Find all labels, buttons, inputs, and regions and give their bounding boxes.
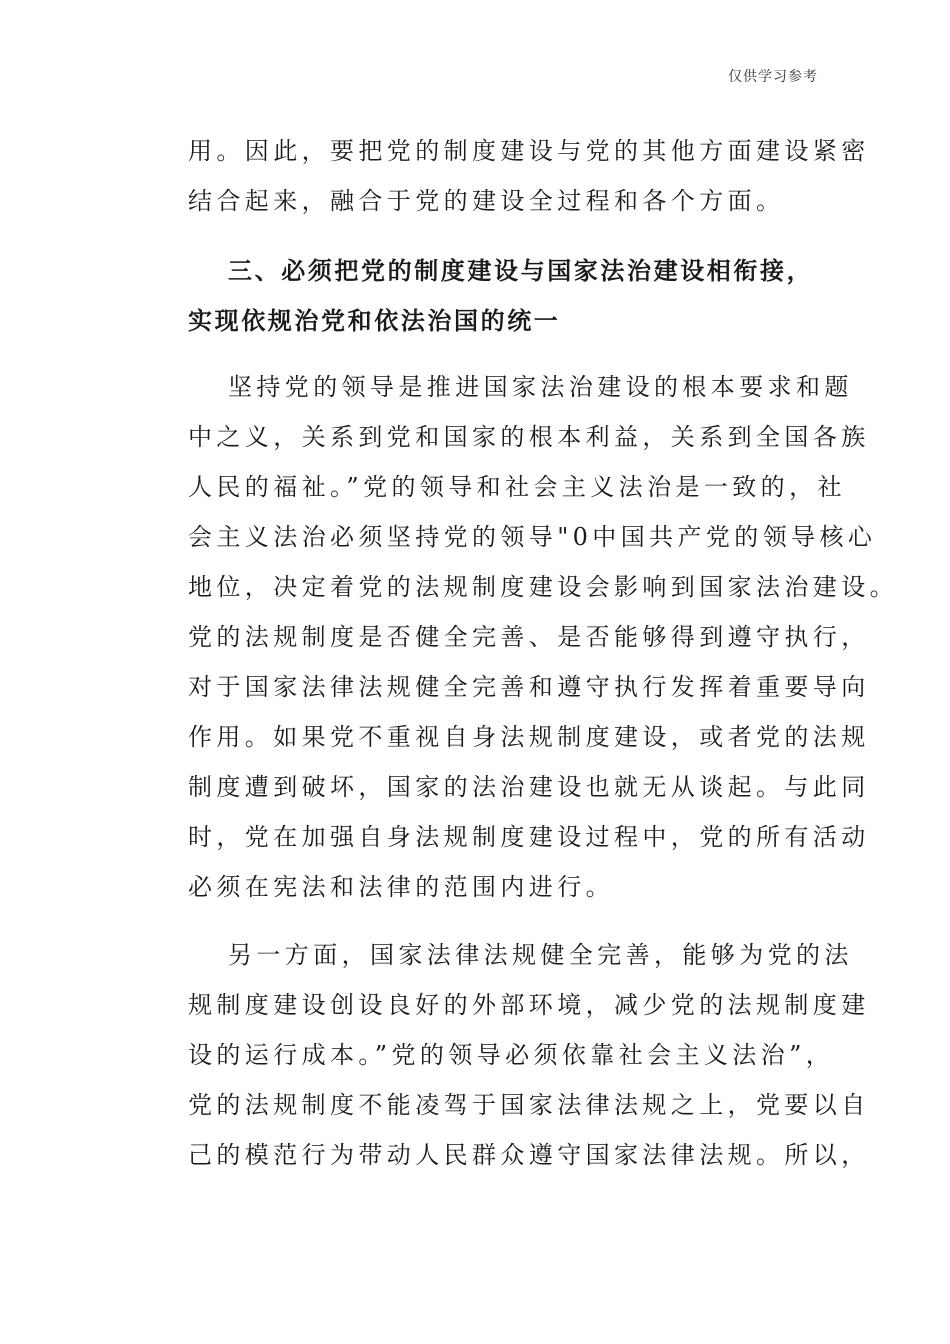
text-line: 规制度建设创设良好的外部环境，减少党的法规制度建 — [188, 991, 870, 1019]
text-line: 制度遭到破坏，国家的法治建设也就无从谈起。与此同 — [188, 773, 870, 801]
text-line: 己的模范行为带动人民群众遵守国家法律法规。所以， — [188, 1141, 870, 1169]
heading-line: 实现依规治党和依法治国的统一 — [188, 307, 561, 335]
text-line: 必须在宪法和法律的范围内进行。 — [188, 873, 614, 901]
text-line: 用。因此，要把党的制度建设与党的其他方面建设紧密 — [188, 137, 870, 165]
text-line: 中之义，关系到党和国家的根本利益，关系到全国各族 — [188, 423, 870, 451]
text-line: 会主义法治必须坚持党的领导"0中国共产党的领导核心 — [188, 523, 877, 551]
paragraph-2 — [188, 362, 898, 912]
text-line: 对于国家法律法规健全完善和遵守执行发挥着重要导向 — [188, 673, 870, 701]
section-heading-3 — [188, 246, 813, 346]
text-line: 党的法规制度不能凌驾于国家法律法规之上，党要以自 — [188, 1091, 870, 1119]
text-line: 党的法规制度是否健全完善、是否能够得到遵守执行， — [188, 623, 870, 651]
heading-line: 三、必须把党的制度建设与国家法治建设相衔接， — [228, 257, 814, 285]
text-line: 人民的福祉。”党的领导和社会主义法治是一致的，社 — [188, 473, 846, 501]
text-line: 地位，决定着党的法规制度建设会影响到国家法治建设。 — [188, 573, 898, 601]
text-line: 作用。如果党不重视自身法规制度建设，或者党的法规 — [188, 723, 870, 751]
paragraph-3 — [188, 930, 870, 1180]
text-line: 坚持党的领导是推进国家法治建设的根本要求和题 — [228, 373, 853, 401]
text-line: 另一方面，国家法律法规健全完善，能够为党的法 — [228, 941, 853, 969]
paragraph-1 — [188, 126, 870, 226]
text-line: 时，党在加强自身法规制度建设过程中，党的所有活动 — [188, 823, 870, 851]
text-line: 设的运行成本。”党的领导必须依靠社会主义法治”， — [188, 1041, 835, 1069]
header-note: 仅供学习参考 — [728, 69, 818, 85]
text-line: 结合起来，融合于党的建设全过程和各个方面。 — [188, 187, 785, 215]
